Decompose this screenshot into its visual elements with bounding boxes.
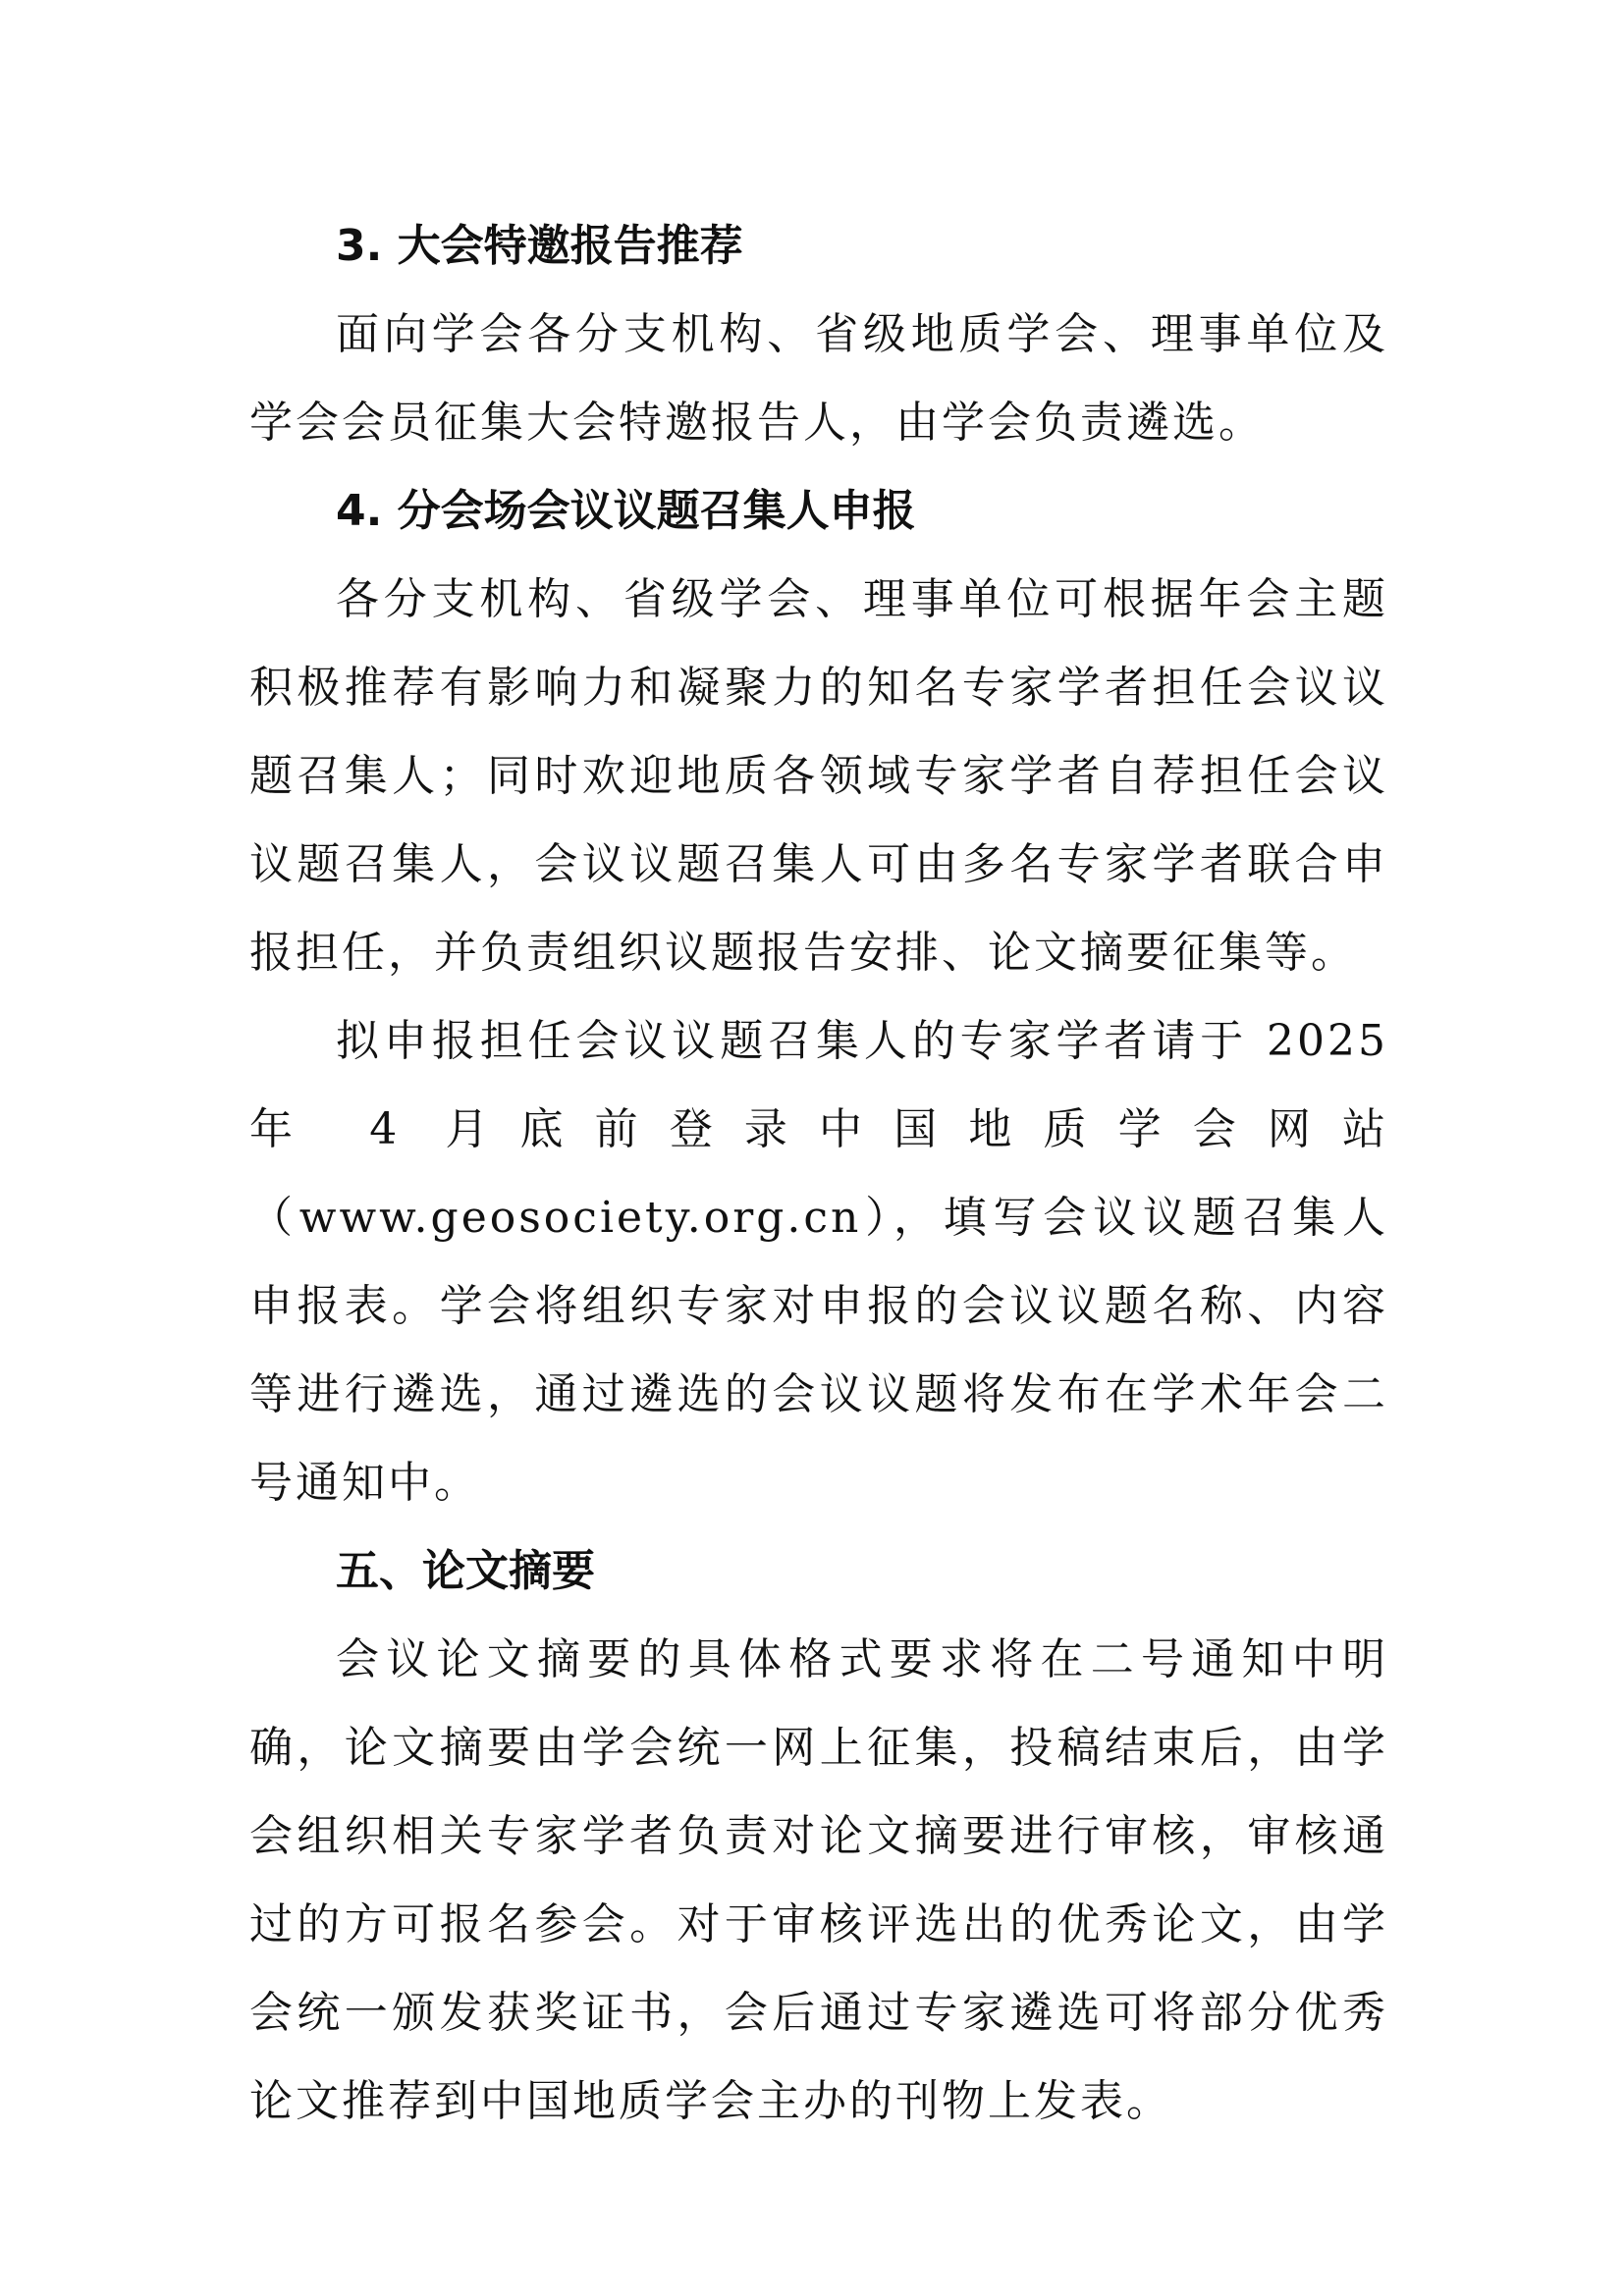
paragraph-convener-1: 各分支机构、省级学会、理事单位可根据年会主题积极推荐有影响力和凝聚力的知名专家学者担任会议议题召集人；同时欢迎地质各领域专家学者自荐担任会议议题召集人，会议议题召集人可由多名专家学者联合申报担任，并负责组织议题报告安排、论文摘要征集等。 — [249, 574, 1388, 978]
section-heading-convener: 4. 分会场会议议题召集人申报 — [336, 486, 916, 536]
section-heading-abstracts: 五、论文摘要 — [336, 1546, 595, 1596]
document-body — [249, 202, 1388, 2146]
paragraph-convener-2: 拟申报担任会议议题召集人的专家学者请于 2025 年 4 月底前登录中国地质学会网站（www.geosociety.org.cn），填写会议议题召集人申报表。学会将组织专家对申报的会议议题名称、内容等进行遴选，通过遴选的会议议题将发布在学术年会二号通知中。 — [249, 1016, 1388, 1508]
paragraph-abstracts: 会议论文摘要的具体格式要求将在二号通知中明确，论文摘要由学会统一网上征集，投稿结束后，由学会组织相关专家学者负责对论文摘要进行审核，审核通过的方可报名参会。对于审核评选出的优秀论文，由学会统一颁发获奖证书，会后通过专家遴选可将部分优秀论文推荐到中国地质学会主办的刊物上发表。 — [249, 1634, 1388, 2126]
section-heading-keynote: 3. 大会特邀报告推荐 — [336, 221, 743, 271]
paragraph-keynote: 面向学会各分支机构、省级地质学会、理事单位及学会会员征集大会特邀报告人，由学会负责遴选。 — [249, 309, 1388, 448]
